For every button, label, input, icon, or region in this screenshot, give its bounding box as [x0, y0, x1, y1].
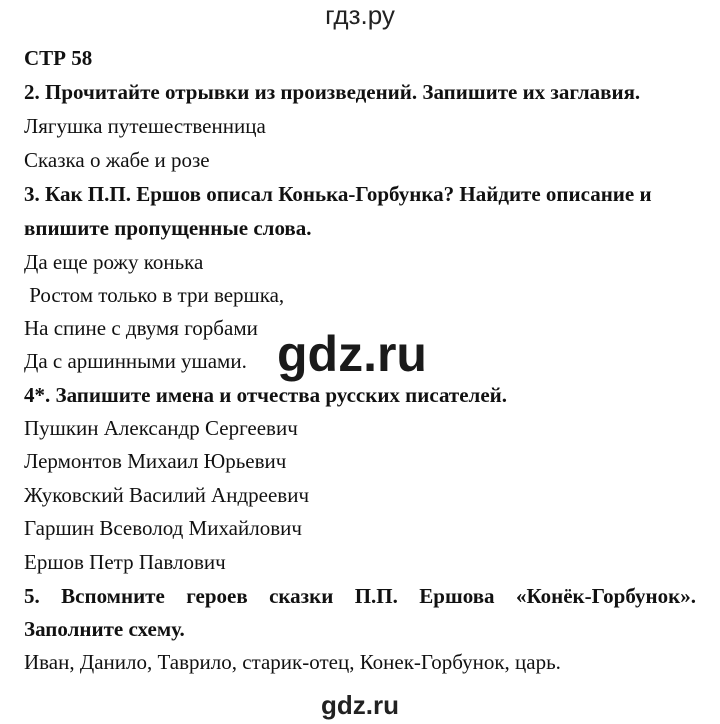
task3-answer-1: Да еще рожу конька	[24, 250, 204, 274]
task5-question-line2: Заполните схему.	[24, 617, 185, 641]
task4-answer-4: Гаршин Всеволод Михайлович	[24, 516, 302, 540]
task2-answer-1: Лягушка путешественница	[24, 114, 266, 138]
task3-question-line2: впишите пропущенные слова.	[24, 216, 312, 240]
task3-answer-3: На спине с двумя горбами	[24, 316, 258, 340]
task4-answer-1: Пушкин Александр Сергеевич	[24, 416, 298, 440]
task5-question-line1	[24, 582, 696, 610]
task5-answer: Иван, Данило, Таврило, старик-отец, Конек-Горбунок, царь.	[24, 650, 561, 674]
task3-question-line1: 3. Как П.П. Ершов описал Конька-Горбунка? Найдите описание и	[24, 182, 652, 206]
task5-word: «Конёк-Горбунок».	[515, 584, 696, 608]
task5-word: сказки	[269, 584, 334, 608]
task5-word: Вспомните	[61, 584, 165, 608]
header-site-name: гдз.ру	[325, 0, 395, 30]
task2-answer-2: Сказка о жабе и розе	[24, 148, 210, 172]
task4-question: 4*. Запишите имена и отчества русских писателей.	[24, 383, 507, 407]
task4-answer-2: Лермонтов Михаил Юрьевич	[24, 449, 287, 473]
task3-answer-4: Да с аршинными ушами.	[24, 349, 247, 373]
task4-answer-5: Ершов Петр Павлович	[24, 550, 226, 574]
page-label: СТР 58	[24, 46, 93, 70]
task4-answer-3: Жуковский Василий Андреевич	[24, 483, 310, 507]
task5-word: Ершова	[419, 584, 495, 608]
footer-site-name: gdz.ru	[321, 690, 399, 720]
task3-answer-2: Ростом только в три вершка,	[24, 283, 285, 307]
task5-word: героев	[186, 584, 248, 608]
task5-word: П.П.	[354, 584, 398, 608]
watermark: gdz.ru	[277, 326, 427, 382]
task5-word: 5.	[24, 584, 40, 608]
task2-question: 2. Прочитайте отрывки из произведений. Запишите их заглавия.	[24, 80, 641, 104]
